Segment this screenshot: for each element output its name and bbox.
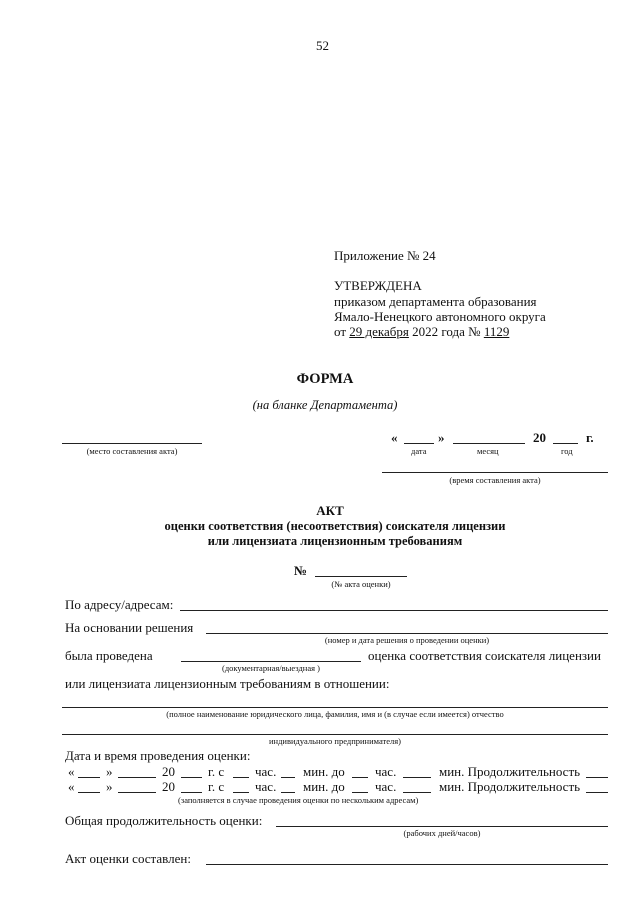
entrepreneur-caption: индивидуального предпринимателя) [269, 736, 401, 746]
approved-label: УТВЕРЖДЕНА [334, 278, 422, 293]
row2-year-line[interactable] [181, 792, 202, 793]
row1-hour2-line[interactable] [352, 777, 368, 778]
row1-day-line[interactable] [78, 777, 100, 778]
row1-hour: час. [255, 764, 277, 779]
row1-month-line[interactable] [118, 777, 156, 778]
row1-quote-close: » [106, 764, 113, 779]
approved-line1: приказом департамента образования [334, 294, 537, 309]
row2-month-line[interactable] [118, 792, 156, 793]
year-caption: год [561, 446, 573, 456]
order-number: 1129 [483, 324, 510, 339]
row2-duration-line[interactable] [586, 792, 608, 793]
row2-year: 20 [162, 779, 175, 794]
date-quote-open: « [391, 430, 398, 445]
row2-hour: час. [255, 779, 277, 794]
total-line[interactable] [276, 826, 608, 827]
row2-from: г. с [208, 779, 225, 794]
approved-date-line [334, 324, 509, 340]
row1-from: г. с [208, 764, 225, 779]
row2-min-to: мин. до [303, 779, 345, 794]
licensee-text: или лицензиата лицензионным требованиям в отношении: [65, 676, 390, 691]
row1-min-to: мин. до [303, 764, 345, 779]
act-number-line[interactable] [315, 576, 407, 577]
entity-caption: (полное наименование юридического лица, фамилия, имя и (в случае если имеется) отчество [166, 709, 504, 719]
approved-line2: Ямало-Ненецкого автономного округа [334, 309, 546, 324]
conducted-label: была проведена [65, 648, 153, 663]
act-number-sign: № [294, 563, 308, 578]
row1-hour-line[interactable] [233, 777, 249, 778]
year-line[interactable] [553, 443, 578, 444]
year-suffix: г. [586, 430, 594, 445]
entity-line[interactable] [62, 707, 608, 708]
place-caption: (место составления акта) [86, 446, 178, 456]
act-subtitle-2: или лицензиата лицензионным требованиям [207, 534, 463, 548]
compiled-label: Акт оценки составлен: [65, 851, 191, 866]
row2-duration: мин. Продолжительность [439, 779, 581, 794]
row2-day-line[interactable] [78, 792, 100, 793]
address-line[interactable] [180, 610, 608, 611]
year-prefix: 20 [533, 430, 546, 445]
row1-quote-open: « [68, 764, 75, 779]
datetime-label: Дата и время проведения оценки: [65, 748, 251, 763]
act-subtitle-1: оценки соответствия (несоответствия) соискателя лицензии [164, 519, 506, 533]
basis-line[interactable] [206, 633, 608, 634]
type-caption: (документарная/выездная ) [221, 663, 320, 673]
day-line[interactable] [404, 443, 434, 444]
place-line[interactable] [62, 443, 202, 444]
row2-hour2-line[interactable] [352, 792, 368, 793]
order-year: 2022 года № [412, 324, 481, 339]
total-caption: (рабочих дней/часов) [403, 828, 481, 838]
page-number: 52 [316, 38, 329, 53]
time-line[interactable] [382, 472, 608, 473]
address-label: По адресу/адресам: [65, 597, 174, 612]
row2-quote-close: » [106, 779, 113, 794]
form-title: ФОРМА [296, 371, 354, 387]
row2-quote-open: « [68, 779, 75, 794]
row1-min-line[interactable] [281, 777, 295, 778]
row1-min2-line[interactable] [403, 777, 431, 778]
row1-hour2: час. [375, 764, 397, 779]
compiled-line[interactable] [206, 864, 608, 865]
row1-year: 20 [162, 764, 175, 779]
act-number-caption: (№ акта оценки) [331, 579, 391, 589]
time-caption: (время составления акта) [449, 475, 541, 485]
row1-year-line[interactable] [181, 777, 202, 778]
month-caption: месяц [477, 446, 499, 456]
rows-caption: (заполняется в случае проведения оценки по нескольким адресам) [178, 795, 419, 805]
order-date: 29 декабря [349, 324, 409, 339]
month-line[interactable] [453, 443, 525, 444]
conducted-type-line[interactable] [181, 661, 361, 662]
conducted-tail: оценка соответствия соискателя лицензии [368, 648, 601, 663]
form-subtitle: (на бланке Департамента) [252, 398, 398, 412]
date-quote-close: » [438, 430, 445, 445]
row2-hour2: час. [375, 779, 397, 794]
entrepreneur-line[interactable] [62, 734, 608, 735]
row1-duration-line[interactable] [586, 777, 608, 778]
day-caption: дата [411, 446, 427, 456]
row1-duration: мин. Продолжительность [439, 764, 581, 779]
row2-min2-line[interactable] [403, 792, 431, 793]
total-label: Общая продолжительность оценки: [65, 813, 263, 828]
date-prefix: от [334, 324, 347, 339]
act-title: АКТ [316, 503, 344, 518]
row2-min-line[interactable] [281, 792, 295, 793]
appendix-number: Приложение № 24 [334, 248, 436, 263]
row2-hour-line[interactable] [233, 792, 249, 793]
basis-label: На основании решения [65, 620, 194, 635]
basis-caption: (номер и дата решения о проведении оценки) [324, 635, 490, 645]
